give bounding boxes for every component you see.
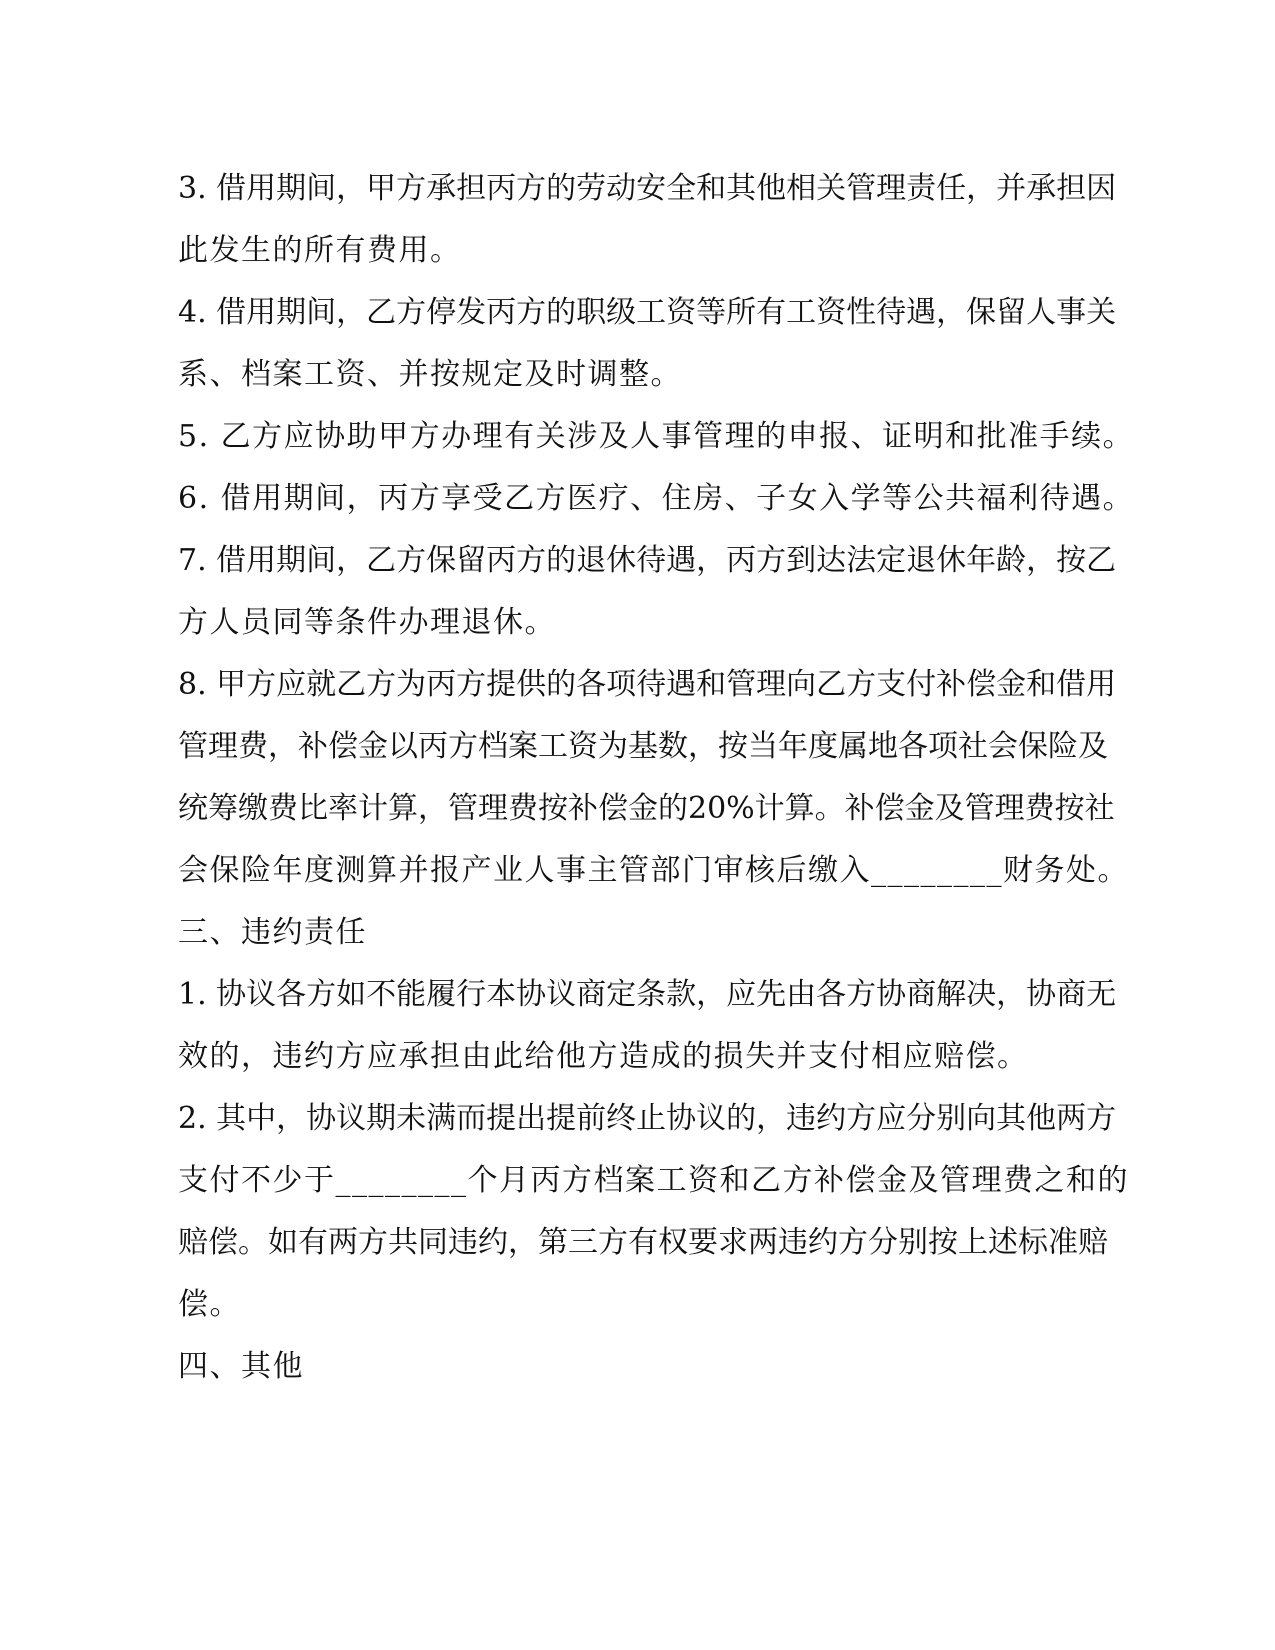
- clause-8-line-2: 管理费，补偿金以丙方档案工资为基数，按当年度属地各项社会保险及: [178, 729, 1108, 764]
- clause-7-line-2: 方人员同等条件办理退休。: [178, 605, 556, 640]
- clause-3-line-1: 3. 借用期间，甲方承担丙方的劳动安全和其他相关管理责任，并承担因: [178, 171, 1117, 206]
- clause-4-line-2: 系、档案工资、并按规定及时调整。: [178, 357, 682, 392]
- breach-clause-2-line-2: 支付不少于________个月丙方档案工资和乙方补偿金及管理费之和的: [178, 1163, 1129, 1198]
- breach-clause-1-line-2: 效的，违约方应承担由此给他方造成的损失并支付相应赔偿。: [178, 1039, 1029, 1074]
- clause-6-line-1: 6. 借用期间，丙方享受乙方医疗、住房、子女入学等公共福利待遇。: [178, 481, 1135, 516]
- clause-8-line-1: 8. 甲方应就乙方为丙方提供的各项待遇和管理向乙方支付补偿金和借用: [178, 667, 1117, 702]
- breach-clause-2-line-4: 偿。: [178, 1287, 241, 1322]
- clause-5-line-1: 5. 乙方应协助甲方办理有关涉及人事管理的申报、证明和批准手续。: [178, 419, 1135, 454]
- clause-3-line-2: 此发生的所有费用。: [178, 233, 462, 268]
- breach-clause-1-line-1: 1. 协议各方如不能履行本协议商定条款，应先由各方协商解决，协商无: [178, 977, 1117, 1012]
- section-heading-other: 四、其他: [178, 1349, 304, 1384]
- document-body: [178, 158, 1135, 1398]
- breach-clause-2-line-3: 赔偿。如有两方共同违约，第三方有权要求两违约方分别按上述标准赔: [178, 1225, 1108, 1260]
- clause-8-line-3: 统筹缴费比率计算，管理费按补偿金的20%计算。补偿金及管理费按社: [178, 791, 1115, 826]
- clause-4-line-1: 4. 借用期间，乙方停发丙方的职级工资等所有工资性待遇，保留人事关: [178, 295, 1117, 330]
- clause-8-line-4: 会保险年度测算并报产业人事主管部门审核后缴入________财务处。: [178, 853, 1129, 888]
- section-heading-breach-liability: 三、违约责任: [178, 915, 367, 950]
- breach-clause-2-line-1: 2. 其中，协议期未满而提出提前终止协议的，违约方应分别向其他两方: [178, 1101, 1117, 1136]
- clause-7-line-1: 7. 借用期间，乙方保留丙方的退休待遇，丙方到达法定退休年龄，按乙: [178, 543, 1117, 578]
